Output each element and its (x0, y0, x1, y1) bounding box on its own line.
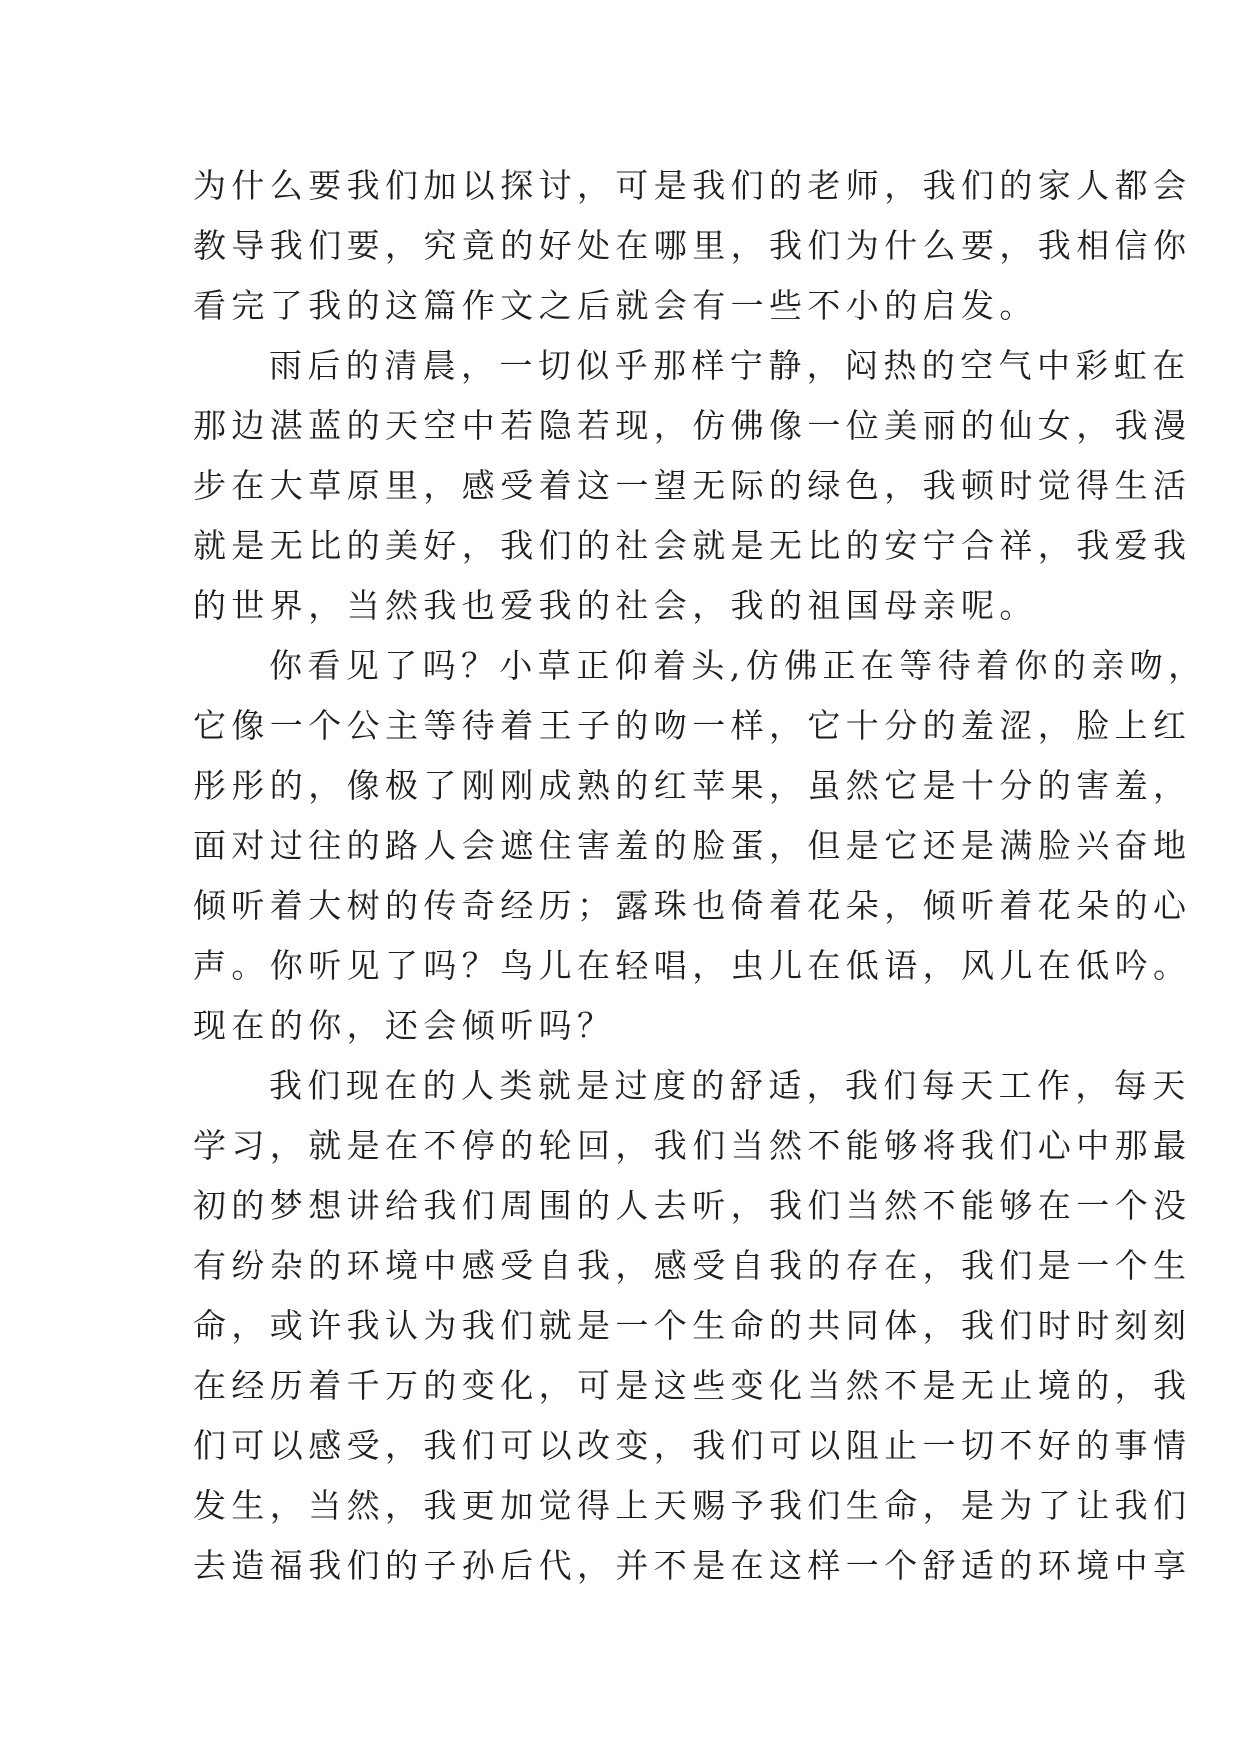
text-line: 就是无比的美好，我们的社会就是无比的安宁合祥，我爱我 (193, 526, 1192, 565)
paragraph-start-line: 你看见了吗？小草正仰着头,仿佛正在等待着你的亲吻， (269, 646, 1207, 685)
text-line: 它像一个公主等待着王子的吻一样，它十分的羞涩，脸上红 (193, 706, 1192, 745)
paragraph-start-line: 我们现在的人类就是过度的舒适，我们每天工作，每天 (269, 1066, 1191, 1105)
text-line: 看完了我的这篇作文之后就会有一些不小的启发。 (193, 286, 1038, 325)
text-line: 彤彤的，像极了刚刚成熟的红苹果，虽然它是十分的害羞， (193, 766, 1192, 805)
text-line: 声。你听见了吗？鸟儿在轻唱，虫儿在低语，风儿在低吟。 (193, 946, 1192, 985)
text-line: 们可以感受，我们可以改变，我们可以阻止一切不好的事情 (193, 1426, 1192, 1465)
text-line: 为什么要我们加以探讨，可是我们的老师，我们的家人都会 (193, 166, 1192, 205)
text-line: 命，或许我认为我们就是一个生命的共同体，我们时时刻刻 (193, 1306, 1192, 1345)
text-line: 去造福我们的子孙后代，并不是在这样一个舒适的环境中享 (193, 1546, 1192, 1585)
text-line: 步在大草原里，感受着这一望无际的绿色，我顿时觉得生活 (193, 466, 1192, 505)
body-text (193, 156, 1207, 1596)
text-line: 发生，当然，我更加觉得上天赐予我们生命，是为了让我们 (193, 1486, 1192, 1525)
text-line: 现在的你，还会倾听吗？ (193, 1006, 616, 1045)
text-line: 的世界，当然我也爱我的社会，我的祖国母亲呢。 (193, 586, 1038, 625)
text-line: 有纷杂的环境中感受自我，感受自我的存在，我们是一个生 (193, 1246, 1192, 1285)
text-line: 学习，就是在不停的轮回，我们当然不能够将我们心中那最 (193, 1126, 1192, 1165)
paragraph-start-line: 雨后的清晨，一切似乎那样宁静，闷热的空气中彩虹在 (269, 346, 1191, 385)
text-line: 那边湛蓝的天空中若隐若现，仿佛像一位美丽的仙女，我漫 (193, 406, 1192, 445)
text-line: 倾听着大树的传奇经历；露珠也倚着花朵，倾听着花朵的心 (193, 886, 1192, 925)
text-line: 教导我们要，究竟的好处在哪里，我们为什么要，我相信你 (193, 226, 1192, 265)
text-line: 在经历着千万的变化，可是这些变化当然不是无止境的，我 (193, 1366, 1192, 1405)
text-line: 面对过往的路人会遮住害羞的脸蛋，但是它还是满脸兴奋地 (193, 826, 1192, 865)
text-line: 初的梦想讲给我们周围的人去听，我们当然不能够在一个没 (193, 1186, 1192, 1225)
